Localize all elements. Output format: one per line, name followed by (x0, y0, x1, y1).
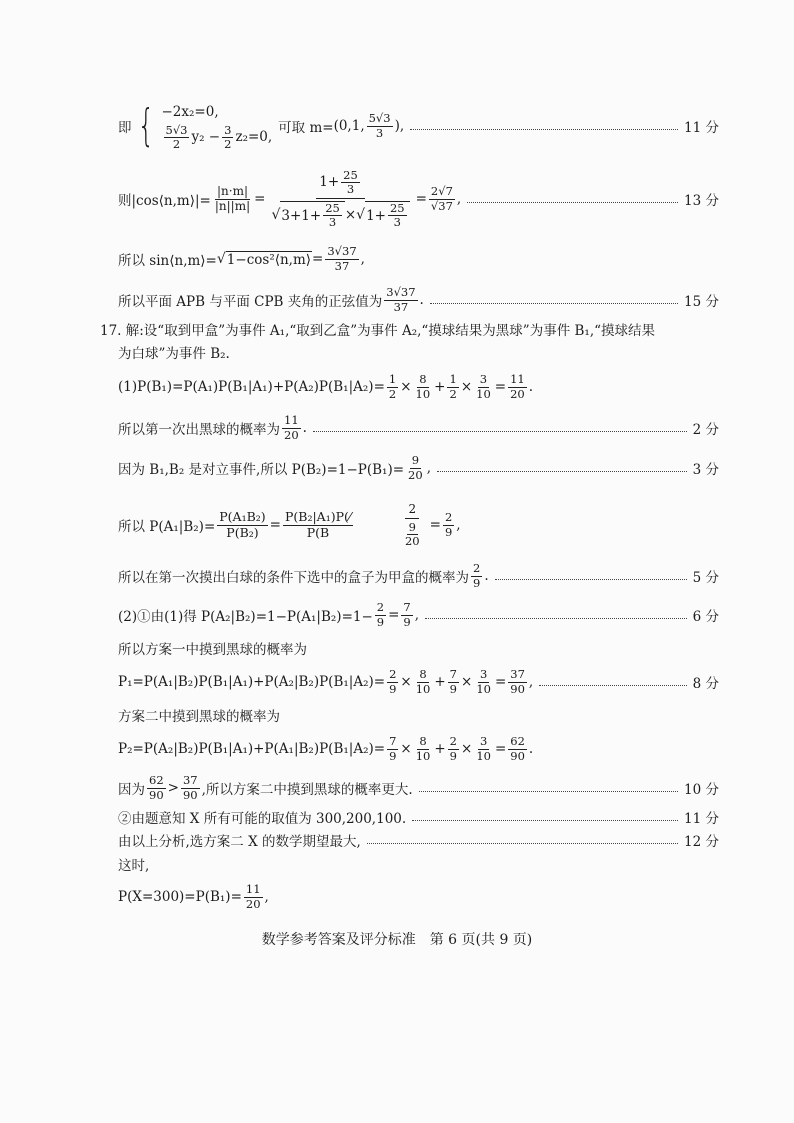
square-root: √ 1−cos²⟨n,m⟩ (216, 251, 312, 268)
line-text: , (360, 251, 365, 267)
score-label: 10 分 (684, 782, 719, 798)
fraction: $\frac{8}{10}$ (415, 667, 431, 696)
line-text: (2)①由(1)得 P(A₂|B₂)=1−P(A₁|B₂)=1− (118, 609, 373, 625)
line-text: 方案二中摸到黑球的概率为 (118, 709, 280, 725)
fraction: $\frac{7}{9}$ (403, 600, 411, 629)
line-text: , (456, 517, 461, 533)
score-label: 2 分 (692, 422, 719, 438)
equals-sign: = (494, 674, 507, 690)
equals-sign: = (269, 517, 281, 533)
dot-leader (437, 471, 687, 472)
fraction: $\frac{2}{9}$ (444, 510, 453, 539)
fraction: $\frac{7}{9}$ (449, 667, 457, 696)
line-text: . (528, 379, 534, 395)
line-pb1 (0, 368, 794, 406)
line-black-prob (0, 410, 794, 446)
line-text: P₁=P(A₁|B₂)P(B₁|A₁)+P(A₂|B₂)P(B₁|A₂)= (118, 674, 386, 690)
line-compare (0, 770, 794, 806)
equation-1: −2x₂=0, (161, 103, 219, 120)
dot-leader (410, 129, 678, 130)
line-text: . (528, 741, 534, 757)
equals-sign: = (494, 741, 507, 757)
line-plan2-head (0, 704, 794, 726)
fraction: $\frac{1}{2}$ (388, 372, 397, 401)
score-label: 8 分 (692, 676, 719, 692)
dot-leader (430, 303, 678, 304)
equals-sign: = (312, 251, 324, 267)
line-text: 这时, (118, 858, 150, 874)
fraction: $\frac{2}{9}$ (376, 600, 385, 629)
fraction: 37 90 (182, 773, 198, 802)
line-bayes (0, 496, 794, 554)
dot-leader (313, 431, 687, 432)
line-text: 所以第一次出黑球的概率为 (118, 422, 280, 438)
line-text: 所以平面 APB 与平面 CPB 夹角的正弦值为 (118, 294, 383, 310)
score-label: 12 分 (684, 834, 719, 850)
dot-leader (539, 685, 686, 686)
score-label: 6 分 (692, 609, 719, 625)
equation-system (162, 101, 273, 151)
fraction: $\frac{3}{2}$ (224, 122, 232, 151)
score-label: 5 分 (692, 570, 719, 586)
vector-part: ), (394, 118, 405, 134)
equation-2: 5√3 2 y₂ − $\frac{3}{2}$ z₂=0, (165, 122, 273, 151)
line-p2 (0, 730, 794, 768)
operator: × (460, 379, 473, 395)
dot-leader (467, 202, 678, 203)
fraction: 3√37 37 (386, 285, 416, 314)
dot-leader (367, 843, 678, 844)
line-complement (0, 450, 794, 486)
line-text: P(X=300)=P(B₁)= (118, 889, 242, 905)
dot-leader (412, 820, 678, 821)
fraction: $\frac{3}{10}$ (476, 667, 491, 696)
line-text: 因为 (118, 782, 145, 798)
equals-sign: = (494, 379, 507, 395)
fraction: $\frac{2}{9}$ (389, 667, 397, 696)
fraction: $\frac{9}{20}$ (408, 453, 423, 482)
line-text: . (419, 292, 424, 308)
score-label: 11 分 (684, 811, 719, 827)
brace-symbol: { (137, 100, 154, 151)
line-text: 所以 sin⟨n,m⟩= (118, 253, 217, 269)
line-text: 为白球”为事件 B₂. (118, 346, 230, 362)
dot-leader (419, 791, 678, 792)
fraction: $\frac{3}{10}$ (476, 734, 491, 763)
line-px300 (0, 878, 794, 916)
line-text: 因为 B₁,B₂ 是对立事件,所以 P(B₂)=1−P(B₁)= (118, 462, 405, 478)
operator: × (400, 379, 412, 395)
line-then (0, 853, 794, 875)
dot-leader (495, 579, 687, 580)
line-text: ,所以方案二中摸到黑球的概率更大. (201, 782, 413, 798)
operator: + (434, 674, 446, 690)
line-text: 由以上分析,选方案二 X 的数学期望最大, (118, 834, 361, 850)
line-text: , (528, 674, 534, 690)
fraction: 5√3 2 (165, 122, 188, 151)
operator: × (461, 674, 473, 690)
line-text: 即 (118, 120, 132, 136)
fraction: $\frac{2}{9}$ (449, 734, 457, 763)
line-cos (0, 165, 794, 233)
line-problem-17-cont (0, 341, 794, 363)
line-part2 (0, 597, 794, 633)
line-sin (0, 240, 794, 278)
line-text: (1)P(B₁)=P(A₁)P(B₁|A₁)+P(A₂)P(B₁|A₂)= (118, 379, 385, 395)
fraction: 5√3 3 (368, 111, 391, 140)
line-text: 可取 m= (278, 120, 334, 136)
line-conditional (0, 558, 794, 594)
vector-part: (0,1, (333, 118, 365, 134)
line-problem-17 (0, 318, 794, 340)
line-plan1-head (0, 637, 794, 659)
line-text: 则|cos⟨n,m⟩|= (118, 193, 211, 209)
operator: + (434, 741, 446, 757)
line-text: 所以在第一次摸出白球的条件下选中的盒子为甲盒的概率为 (118, 570, 469, 586)
fraction: $\frac{7}{9}$ (389, 734, 397, 763)
line-system (0, 95, 794, 157)
operator: > (167, 780, 179, 796)
big-fraction: 1+ $\frac{25}{3}$ √ 3+1+ $\frac{25}{3}$ × √ 1+ $\frac{25}{3}$ (268, 169, 412, 230)
fraction: 62 90 (149, 773, 164, 802)
line-p1 (0, 663, 794, 701)
equals-sign: = (388, 607, 400, 623)
line-values (0, 806, 794, 828)
line-expectation (0, 829, 794, 851)
fraction: $\frac{62}{90}$ (510, 734, 525, 763)
big-fraction: 2 9 20 (404, 501, 420, 548)
fraction: $\frac{1}{2}$ (449, 372, 457, 401)
equals-sign: = (429, 517, 441, 533)
fraction: $\frac{|n\cdot m|}{|n||m|}$ (214, 183, 251, 213)
fraction: $\frac{37}{90}$ (510, 667, 525, 696)
operator: × (400, 741, 412, 757)
line-answer-sine (0, 282, 794, 318)
score-label: 11 分 (684, 120, 719, 136)
line-text: , (426, 460, 431, 476)
page-footer: 数学参考答案及评分标准 第 6 页(共 9 页) (261, 932, 533, 948)
fraction: $\frac{8}{10}$ (415, 734, 431, 763)
line-text: . (484, 568, 489, 584)
score-label: 13 分 (684, 193, 719, 209)
fraction: $\frac{11}{20}$ (245, 882, 261, 911)
fraction: $\frac{8}{10}$ (415, 372, 431, 401)
score-label: 3 分 (692, 462, 719, 478)
equals-sign: = (254, 191, 266, 207)
line-text: 17. 解:设“取到甲盒”为事件 A₁,“取到乙盒”为事件 A₂,“摸球结果为黑球”为事件 B₁,“摸球结果 (100, 323, 656, 339)
line-text: , (264, 889, 269, 905)
score-label: 15 分 (684, 294, 719, 310)
line-text: 所以 P(A₁|B₂)= (118, 519, 216, 535)
fraction: $\frac{11}{20}$ (510, 372, 525, 401)
line-text: , (456, 191, 462, 207)
fraction: 2 9 (473, 561, 481, 590)
operator: × (461, 741, 473, 757)
fraction: 11 20 (284, 413, 299, 442)
line-text: ②由题意知 X 所有可能的取值为 300,200,100. (118, 811, 407, 827)
fraction: $\frac{\text{P(A₁B₂)}}{\text{P(B₂)}}$ (219, 509, 266, 540)
equals-sign: = (415, 191, 427, 207)
operator: × (400, 674, 412, 690)
line-text: , (414, 607, 420, 623)
operator: + (434, 379, 446, 395)
line-text: 所以方案一中摸到黑球的概率为 (118, 642, 307, 658)
line-text: . (302, 420, 307, 436)
line-text: P₂=P(A₂|B₂)P(B₁|A₁)+P(A₁|B₂)P(B₁|A₂)= (118, 741, 386, 757)
fraction: $\frac{3}{10}$ (476, 372, 491, 401)
dot-leader (425, 618, 687, 619)
fraction: $\frac{\text{P(B₂|A₁)P(⁄}}{P(B}$ (284, 509, 351, 540)
fraction: $\frac{3√37}{37}$ (327, 244, 357, 273)
fraction: $\frac{2√7}{√37}$ (430, 184, 453, 213)
